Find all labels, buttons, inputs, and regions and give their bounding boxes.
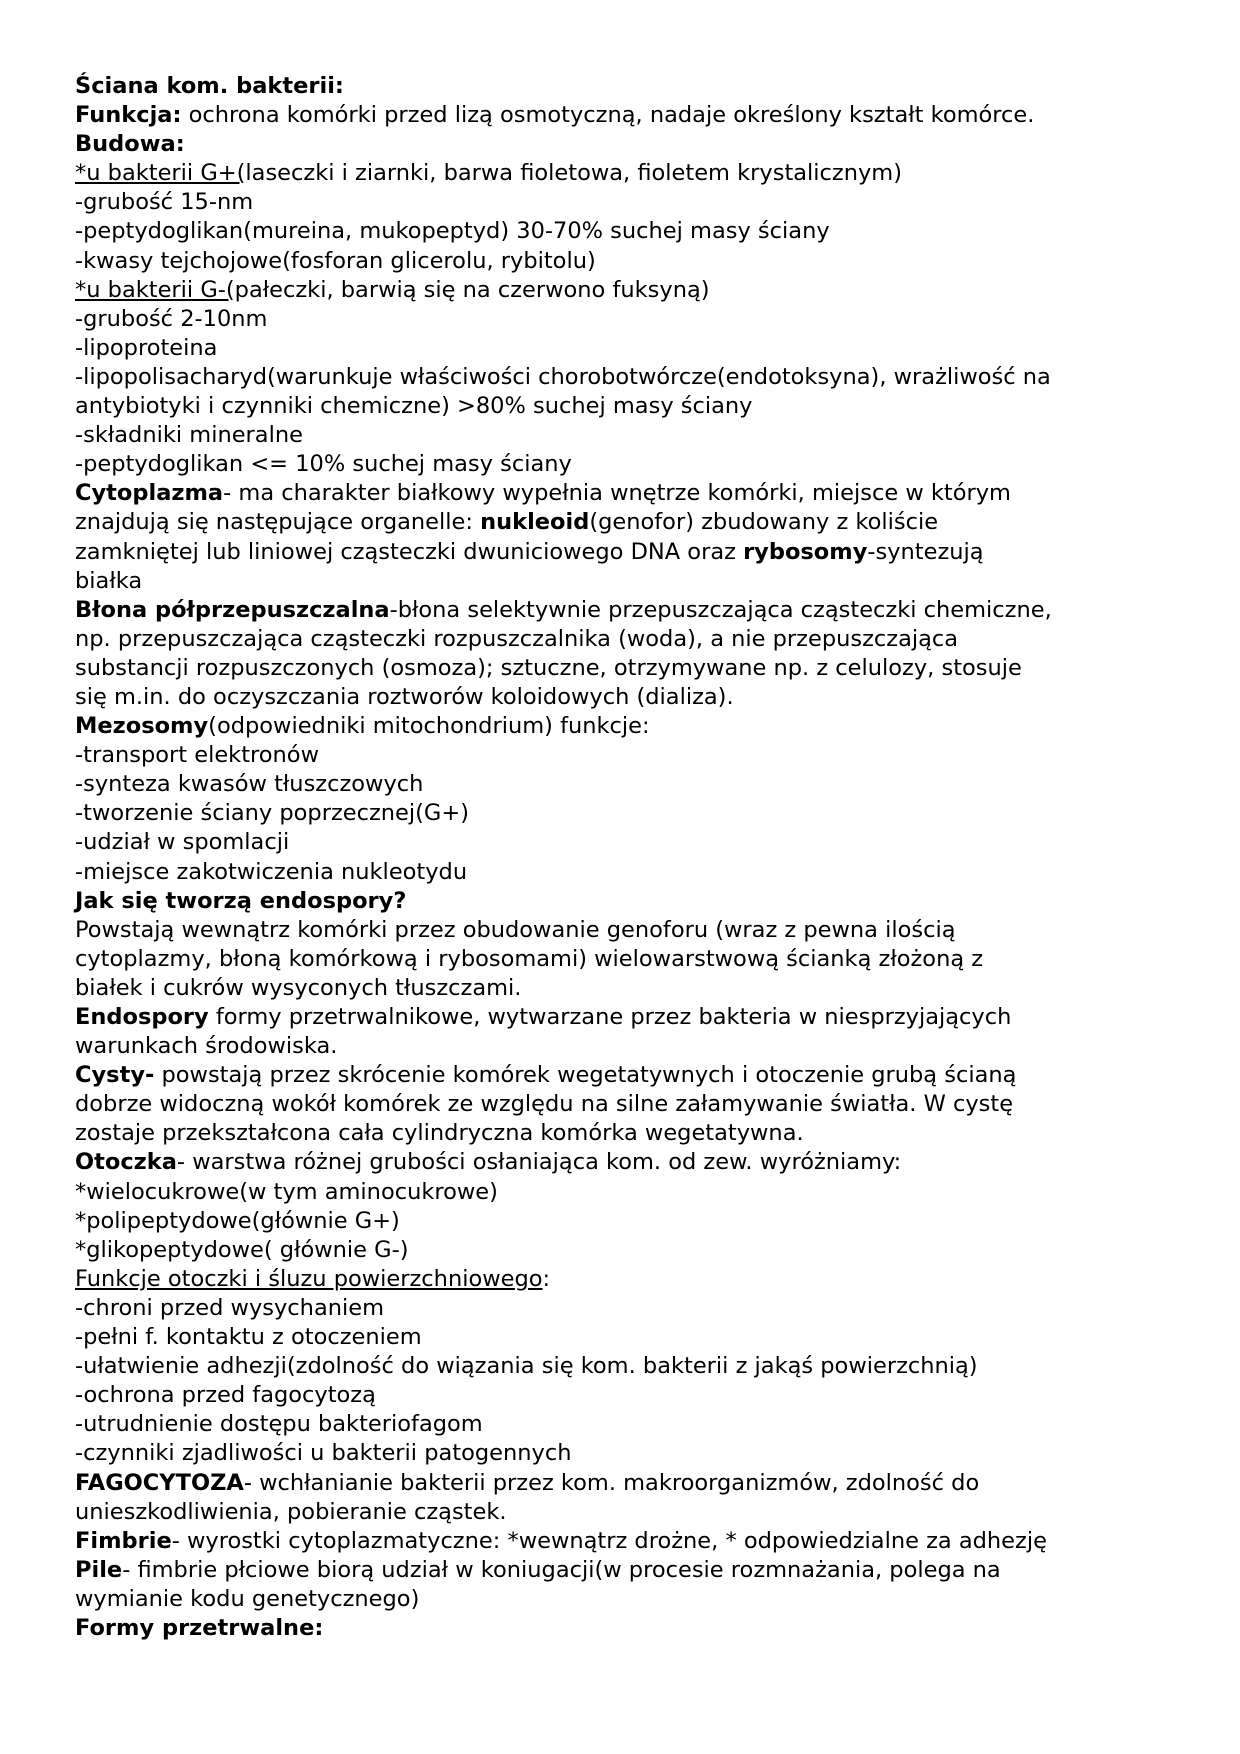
list-item: -udział w spomlacji: [75, 829, 290, 856]
gram-negative-label: *u bakterii G-(: [75, 276, 235, 303]
gram-negative-text: pałeczki, barwią się na czerwono fuksyną): [234, 276, 710, 303]
capsule-text: - warstwa różnej grubości osłaniająca kom. od zew. wyróżniamy:: [176, 1149, 902, 1176]
mesosomes-line: [75, 712, 1180, 741]
structure-label: Budowa:: [75, 131, 185, 158]
membrane-line-4: się m.in. do oczyszczania roztworów koloidowych (dializa).: [75, 683, 734, 710]
phagocytosis-line-2: unieszkodliwienia, pobieranie cząstek.: [75, 1498, 507, 1525]
endospores-line-2: warunkach środowiska.: [75, 1033, 338, 1060]
list-item: -miejsce zakotwiczenia nukleotydu: [75, 858, 468, 885]
cytoplasm-text: (genofor) zbudowany z koliście: [589, 509, 939, 536]
cysts-text: powstają przez skrócenie komórek wegetatywnych i otoczenie grubą ścianą: [154, 1062, 1017, 1089]
cytoplasm-line-4: białka: [75, 567, 143, 594]
membrane-line-1: [75, 596, 1180, 625]
membrane-line-2: np. przepuszczająca cząsteczki rozpuszczalnika (woda), a nie przepuszczająca: [75, 625, 959, 652]
capsule-line: [75, 1148, 1180, 1177]
list-item: -chroni przed wysychaniem: [75, 1294, 385, 1321]
survival-forms-heading: Formy przetrwalne:: [75, 1614, 324, 1641]
mesosomes-text: (odpowiedniki mitochondrium) funkcje:: [208, 713, 650, 740]
cysts-line-3: zostaje przekształcona cała cylindryczna komórka wegetatywna.: [75, 1120, 804, 1147]
paragraph-line: cytoplazmy, błoną komórkową i rybosomami) wielowarstwową ścianką złożoną z: [75, 945, 984, 972]
cytoplasm-text: zamkniętej lub liniowej cząsteczki dwuniciowego DNA oraz: [75, 538, 744, 565]
list-item: -pełni f. kontaktu z otoczeniem: [75, 1324, 422, 1351]
membrane-term: Błona półprzepuszczalna: [75, 596, 390, 623]
list-item: *polipeptydowe(głównie G+): [75, 1207, 400, 1234]
capsule-functions-heading: [75, 1265, 1180, 1294]
ribosome-term: rybosomy: [743, 538, 868, 565]
list-item: -transport elektronów: [75, 742, 319, 769]
cell-wall-function: [75, 101, 1180, 130]
list-item: -czynniki zjadliwości u bakterii patogennych: [75, 1440, 572, 1467]
cysts-line-1: [75, 1061, 1180, 1090]
list-item: antybiotyki i czynniki chemiczne) >80% suchej masy ściany: [75, 393, 753, 420]
cytoplasm-line-2: [75, 508, 1180, 537]
gram-positive-header: [75, 159, 1180, 188]
cytoplasm-text: - ma charakter białkowy wypełnia wnętrze komórki, miejsce w którym: [223, 480, 1011, 507]
cytoplasm-text: znajdują się następujące organelle:: [75, 509, 481, 536]
phagocytosis-text: - wchłanianie bakterii przez kom. makroorganizmów, zdolność do: [243, 1469, 980, 1496]
list-item: -składniki mineralne: [75, 422, 303, 449]
list-item: -peptydoglikan(mureina, mukopeptyd) 30-70% suchej masy ściany: [75, 218, 830, 245]
membrane-line-3: substancji rozpuszczonych (osmoza); sztuczne, otrzymywane np. z celulozy, stosuje: [75, 654, 1022, 681]
pili-line-1: [75, 1556, 1180, 1585]
colon: :: [542, 1265, 551, 1292]
pili-text: - fimbrie płciowe biorą udział w koniugacji(w procesie rozmnażania, polega na: [122, 1556, 1001, 1583]
capsule-term: Otoczka: [75, 1149, 177, 1176]
paragraph-line: Powstają wewnątrz komórki przez obudowanie genoforu (wraz z pewna ilością: [75, 916, 956, 943]
fimbriae-line: [75, 1527, 1180, 1556]
endospores-text: formy przetrwalnikowe, wytwarzane przez bakteria w niesprzyjających: [208, 1004, 1012, 1030]
cell-wall-heading: Ściana kom. bakterii:: [75, 73, 344, 99]
list-item: -tworzenie ściany poprzecznej(G+): [75, 800, 469, 827]
cytoplasm-text: -syntezują: [867, 538, 984, 565]
list-item: -ułatwienie adhezji(zdolność do wiązania się kom. bakterii z jakąś powierzchnią): [75, 1353, 978, 1380]
list-item: -grubość 2-10nm: [75, 305, 268, 332]
endospores-line-1: [75, 1003, 1180, 1032]
list-item: -lipopolisacharyd(warunkuje właściwości chorobotwórcze(endotoksyna), wrażliwość na: [75, 363, 1051, 390]
pili-line-2: wymianie kodu genetycznego): [75, 1585, 420, 1612]
list-item: -grubość 15-nm: [75, 189, 254, 216]
list-item: -peptydoglikan <= 10% suchej masy ściany: [75, 451, 572, 478]
list-item: *glikopeptydowe( głównie G-): [75, 1236, 409, 1263]
list-item: -ochrona przed fagocytozą: [75, 1382, 376, 1409]
cytoplasm-line-1: [75, 479, 1180, 508]
endospores-term: Endospory: [75, 1004, 209, 1030]
capsule-functions-label: Funkcje otoczki i śluzu powierzchniowego: [75, 1265, 543, 1292]
fimbriae-text: - wyrostki cytoplazmatyczne: *wewnątrz drożne, * odpowiedzialne za adhezję: [171, 1527, 1047, 1554]
pili-term: Pile: [75, 1556, 123, 1583]
gram-positive-label: *u bakterii G+(: [75, 160, 246, 187]
phagocytosis-term: FAGOCYTOZA: [75, 1469, 244, 1496]
mesosomes-term: Mezosomy: [75, 713, 209, 740]
list-item: *wielocukrowe(w tym aminocukrowe): [75, 1178, 498, 1205]
cysts-term: Cysty-: [75, 1062, 155, 1089]
cysts-line-2: dobrze widoczną wokół komórek ze względu na silne załamywanie światła. W cystę: [75, 1091, 1014, 1118]
paragraph-line: białek i cukrów wysyconych tłuszczami.: [75, 974, 522, 1001]
membrane-text: -błona selektywnie przepuszczająca cząsteczki chemiczne,: [389, 596, 1052, 623]
fimbriae-term: Fimbrie: [75, 1527, 172, 1554]
function-label: Funkcja:: [75, 102, 182, 129]
gram-positive-text: laseczki i ziarnki, barwa fioletowa, fioletem krystalicznym): [245, 160, 903, 187]
endospores-question-heading: Jak się tworzą endospory?: [75, 887, 407, 914]
list-item: -kwasy tejchojowe(fosforan glicerolu, rybitolu): [75, 247, 596, 274]
phagocytosis-line-1: [75, 1469, 1180, 1498]
list-item: -utrudnienie dostępu bakteriofagom: [75, 1411, 483, 1438]
list-item: -lipoproteina: [75, 334, 218, 361]
cytoplasm-term: Cytoplazma: [75, 480, 224, 507]
nucleoid-term: nukleoid: [480, 509, 590, 536]
list-item: -synteza kwasów tłuszczowych: [75, 771, 424, 798]
gram-negative-header: [75, 276, 1180, 305]
function-text: ochrona komórki przed lizą osmotyczną, nadaje określony kształt komórce.: [181, 102, 1035, 129]
cytoplasm-line-3: [75, 538, 1180, 567]
